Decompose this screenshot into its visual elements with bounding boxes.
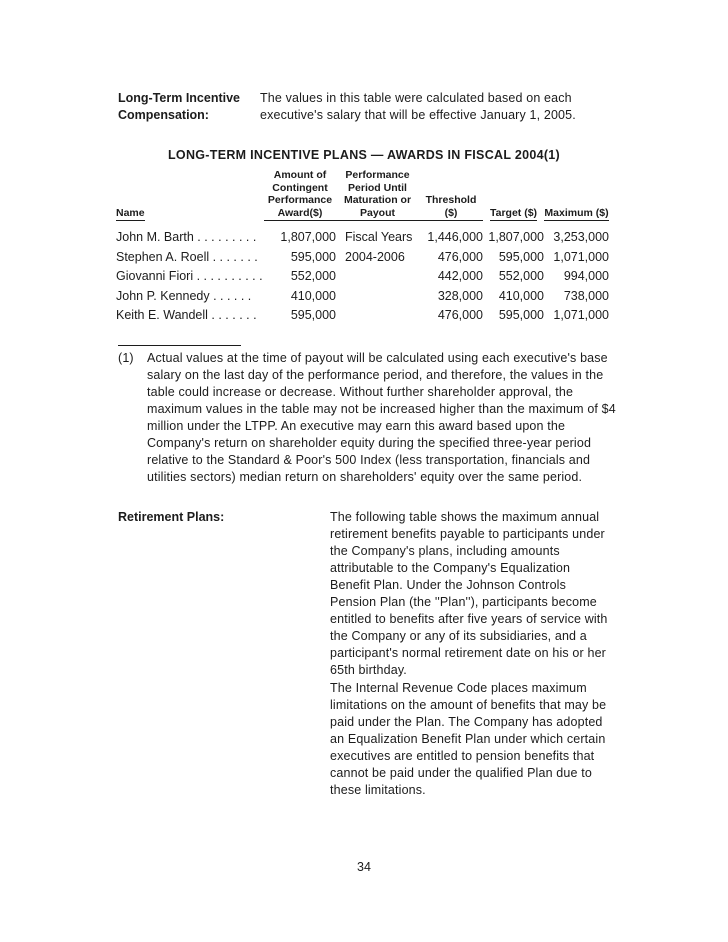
header-maximum: Maximum ($) bbox=[544, 169, 609, 221]
awards-table bbox=[116, 169, 609, 326]
table-row bbox=[116, 221, 609, 248]
cell-amount: 595,000 bbox=[290, 308, 336, 322]
cell-threshold: 442,000 bbox=[437, 269, 483, 283]
cell-period: 2004-2006 bbox=[345, 249, 405, 264]
header-target: Target ($) bbox=[483, 169, 544, 221]
cell-amount: 410,000 bbox=[290, 288, 336, 303]
table-row bbox=[116, 287, 609, 307]
header-period: Performance Period Until Maturation or Payout bbox=[336, 169, 419, 221]
cell-amount: 552,000 bbox=[290, 269, 336, 283]
retirement-paragraph-2: The Internal Revenue Code places maximum limitations on the amount of benefits that may be paid under the Plan. The Company has adopted an Equalization Benefit Plan under which certain executives are entitled to pension benefits that cannot be paid under the qualified Plan due to these limitations. bbox=[330, 681, 607, 797]
awards-table-header-row bbox=[116, 169, 609, 221]
cell-name: Keith E. Wandell . . . . . . . bbox=[116, 308, 257, 322]
table-row bbox=[116, 248, 609, 268]
header-amount: Amount of Contingent Performance Award($) bbox=[264, 169, 336, 221]
footnote-text: Actual values at the time of payout will be calculated using each executive's base salary on the last day of the performance period, and therefore, the values in the table could increase or decrease. Without further shareholder approval, the maximum values in the table may not be increased higher than the maximum of $4 million under the LTPP. An executive may earn this award based upon the Company's return on shareholder equity during the specified three-year period relative to the Standard & Poor's 500 Index (less transportation, financials and utilities sectors) median return on shareholders' equity over the same period. bbox=[147, 351, 616, 484]
footnote bbox=[118, 350, 618, 486]
cell-threshold: 328,000 bbox=[437, 288, 483, 303]
cell-maximum: 3,253,000 bbox=[553, 230, 609, 244]
cell-target: 410,000 bbox=[498, 288, 544, 303]
cell-period: Fiscal Years bbox=[345, 230, 413, 244]
header-name: Name bbox=[116, 169, 264, 221]
lti-section-text: The values in this table were calculated based on each executive's salary that will be effective January 1, 2005. bbox=[260, 91, 576, 122]
lti-section-label: Long-Term Incentive Compensation: bbox=[118, 91, 241, 122]
awards-table-title: LONG-TERM INCENTIVE PLANS — AWARDS IN FISCAL 2004(1) bbox=[167, 148, 561, 162]
retirement-section-label: Retirement Plans: bbox=[118, 510, 225, 524]
cell-period bbox=[336, 267, 419, 287]
cell-threshold: 1,446,000 bbox=[427, 230, 483, 244]
cell-name: Stephen A. Roell . . . . . . . bbox=[116, 249, 258, 264]
table-row bbox=[116, 267, 609, 287]
cell-target: 1,807,000 bbox=[488, 230, 544, 244]
cell-threshold: 476,000 bbox=[437, 249, 483, 264]
cell-name: John M. Barth . . . . . . . . . bbox=[116, 230, 257, 244]
cell-period bbox=[336, 306, 419, 326]
table-row bbox=[116, 306, 609, 326]
cell-target: 595,000 bbox=[498, 308, 544, 322]
page-number: 34 bbox=[357, 860, 371, 874]
cell-name: Giovanni Fiori . . . . . . . . . . bbox=[116, 269, 263, 283]
cell-maximum: 994,000 bbox=[563, 269, 609, 283]
cell-maximum: 738,000 bbox=[563, 288, 609, 303]
cell-period bbox=[336, 287, 419, 307]
header-threshold: Threshold ($) bbox=[419, 169, 483, 221]
cell-target: 595,000 bbox=[498, 249, 544, 264]
cell-target: 552,000 bbox=[498, 269, 544, 283]
retirement-paragraph-1: The following table shows the maximum annual retirement benefits payable to participants under the Company's plans, including amounts attributable to the Company's Equalization Benefit Plan. Under the Johnson Controls Pension Plan (the ''Plan''), participants become entitled to benefits after five years of service with the Company or any of its subsidiaries, and a participant's normal retirement date on his or her 65th birthday. bbox=[330, 510, 608, 677]
footnote-marker: (1) bbox=[118, 351, 134, 365]
cell-name: John P. Kennedy . . . . . . bbox=[116, 288, 252, 303]
footnote-divider bbox=[118, 345, 241, 346]
cell-threshold: 476,000 bbox=[437, 308, 483, 322]
cell-amount: 595,000 bbox=[290, 249, 336, 264]
cell-maximum: 1,071,000 bbox=[553, 308, 609, 322]
cell-maximum: 1,071,000 bbox=[553, 249, 609, 264]
cell-amount: 1,807,000 bbox=[280, 230, 336, 244]
